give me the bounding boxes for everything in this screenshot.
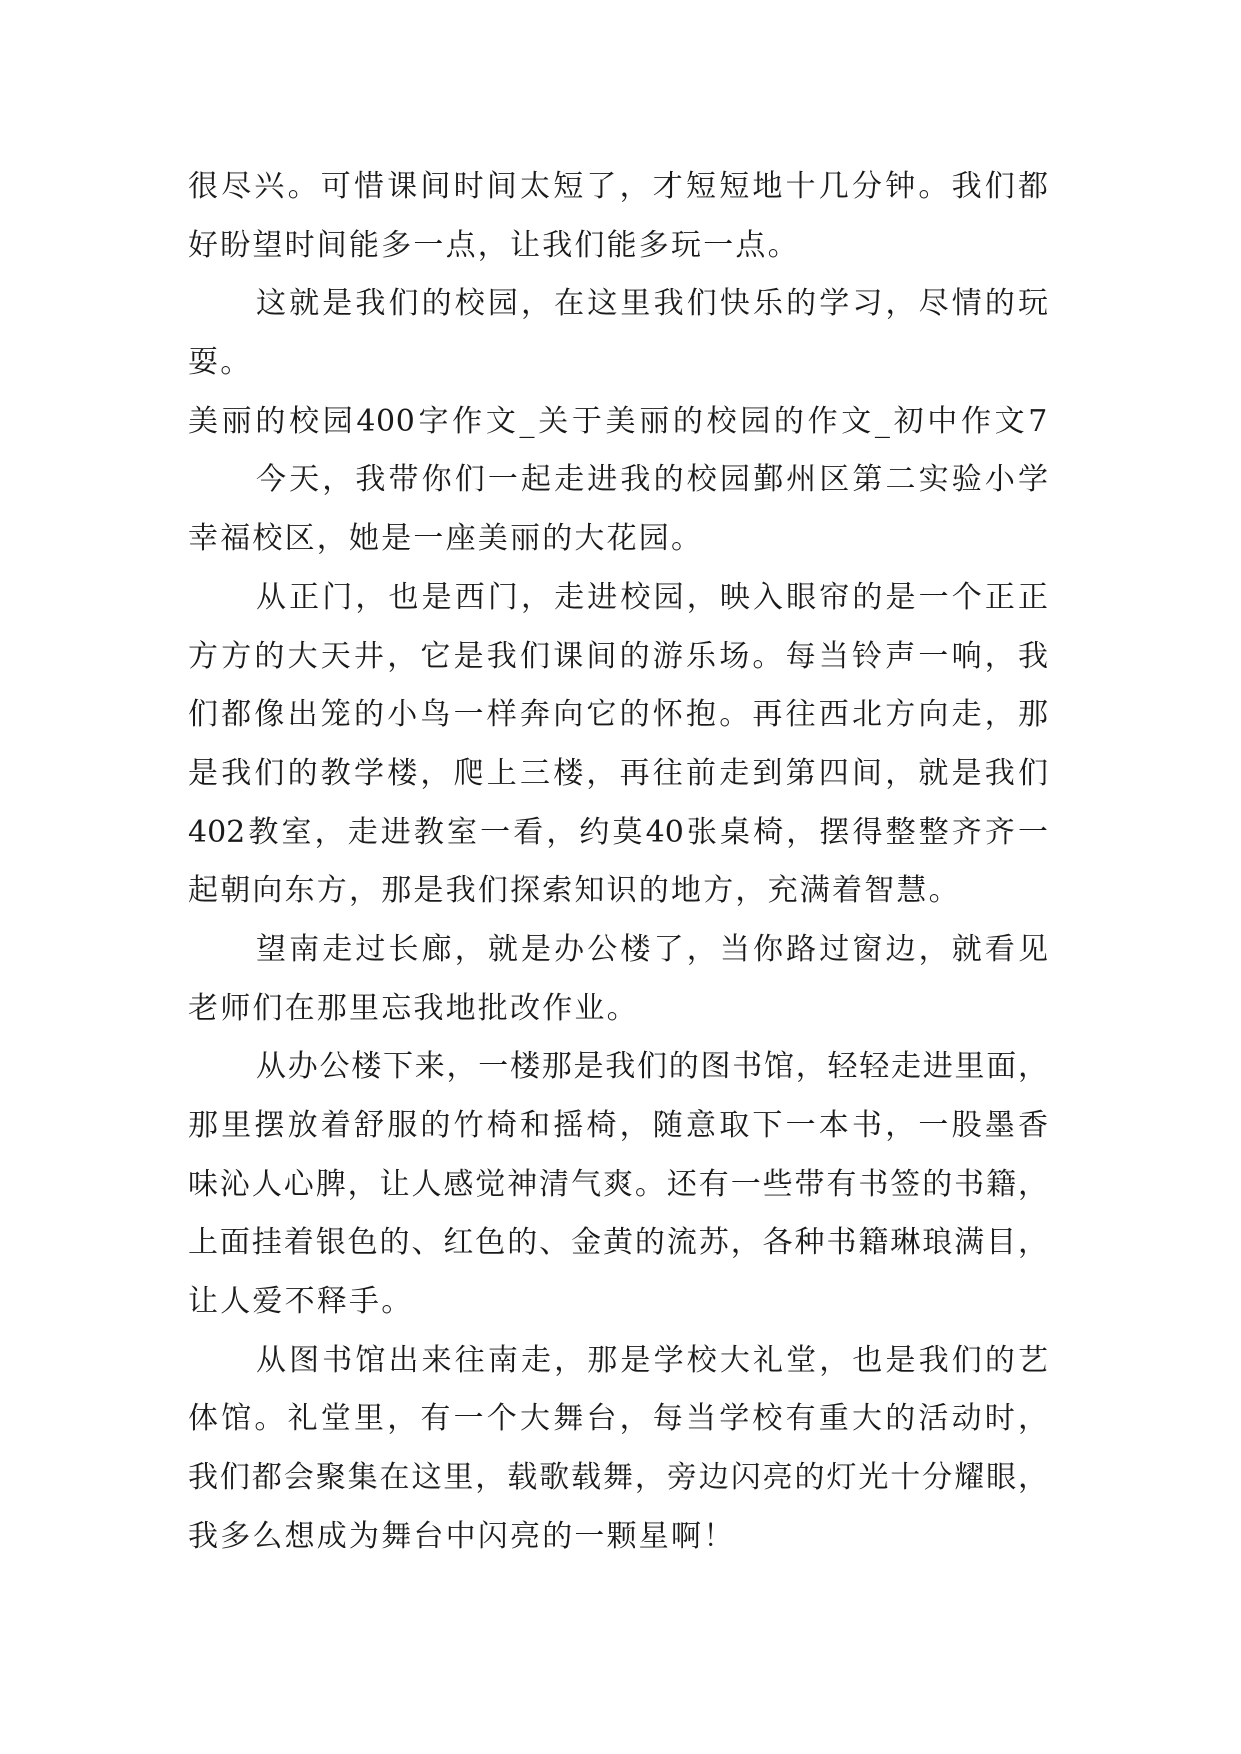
paragraph-line: 我多么想成为舞台中闪亮的一颗星啊！ — [188, 1518, 736, 1554]
paragraph-line: 402教室，走进教室一看，约莫40张桌椅，摆得整整齐齐一 — [188, 814, 1048, 850]
paragraph-line: 是我们的教学楼，爬上三楼，再往前走到第四间，就是我们 — [188, 755, 1048, 791]
paragraph-line: 从办公楼下来，一楼那是我们的图书馆，轻轻走进里面， — [256, 1049, 1048, 1085]
paragraph-line: 从正门，也是西门，走进校园，映入眼帘的是一个正正 — [256, 579, 1048, 615]
paragraph-line: 从图书馆出来往南走，那是学校大礼堂，也是我们的艺 — [256, 1342, 1048, 1378]
paragraph-line: 让人爱不释手。 — [188, 1284, 414, 1320]
paragraph-line: 味沁人心脾，让人感觉神清气爽。还有一些带有书签的书籍， — [188, 1166, 1048, 1202]
paragraph-line: 这就是我们的校园，在这里我们快乐的学习，尽情的玩 — [256, 286, 1048, 322]
paragraph-line: 体馆。礼堂里，有一个大舞台，每当学校有重大的活动时， — [188, 1401, 1048, 1437]
paragraph-line: 很尽兴。可惜课间时间太短了，才短短地十几分钟。我们都 — [188, 169, 1048, 204]
paragraph-line: 好盼望时间能多一点，让我们能多玩一点。 — [188, 227, 800, 263]
paragraph-line: 耍。 — [188, 345, 253, 381]
paragraph-line: 今天，我带你们一起走进我的校园鄞州区第二实验小学 — [256, 462, 1048, 498]
paragraph-line: 上面挂着银色的、红色的、金黄的流苏，各种书籍琳琅满目， — [188, 1225, 1048, 1261]
paragraph-line: 望南走过长廊，就是办公楼了，当你路过窗边，就看见 — [256, 931, 1048, 967]
paragraph-line: 起朝向东方，那是我们探索知识的地方，充满着智慧。 — [188, 873, 961, 909]
document-body — [188, 158, 1048, 1567]
paragraph-line: 那里摆放着舒服的竹椅和摇椅，随意取下一本书，一股墨香 — [188, 1108, 1048, 1143]
paragraph-line: 老师们在那里忘我地批改作业。 — [188, 990, 639, 1026]
paragraph-line: 我们都会聚集在这里，载歌载舞，旁边闪亮的灯光十分耀眼， — [188, 1460, 1048, 1496]
document-heading: 美丽的校园400字作文_关于美丽的校园的作文_初中作文7 — [188, 403, 1048, 439]
paragraph-line: 方方的大天井，它是我们课间的游乐场。每当铃声一响，我 — [188, 638, 1048, 674]
paragraph-line: 们都像出笼的小鸟一样奔向它的怀抱。再往西北方向走，那 — [188, 697, 1048, 733]
paragraph-line: 幸福校区，她是一座美丽的大花园。 — [188, 521, 704, 557]
